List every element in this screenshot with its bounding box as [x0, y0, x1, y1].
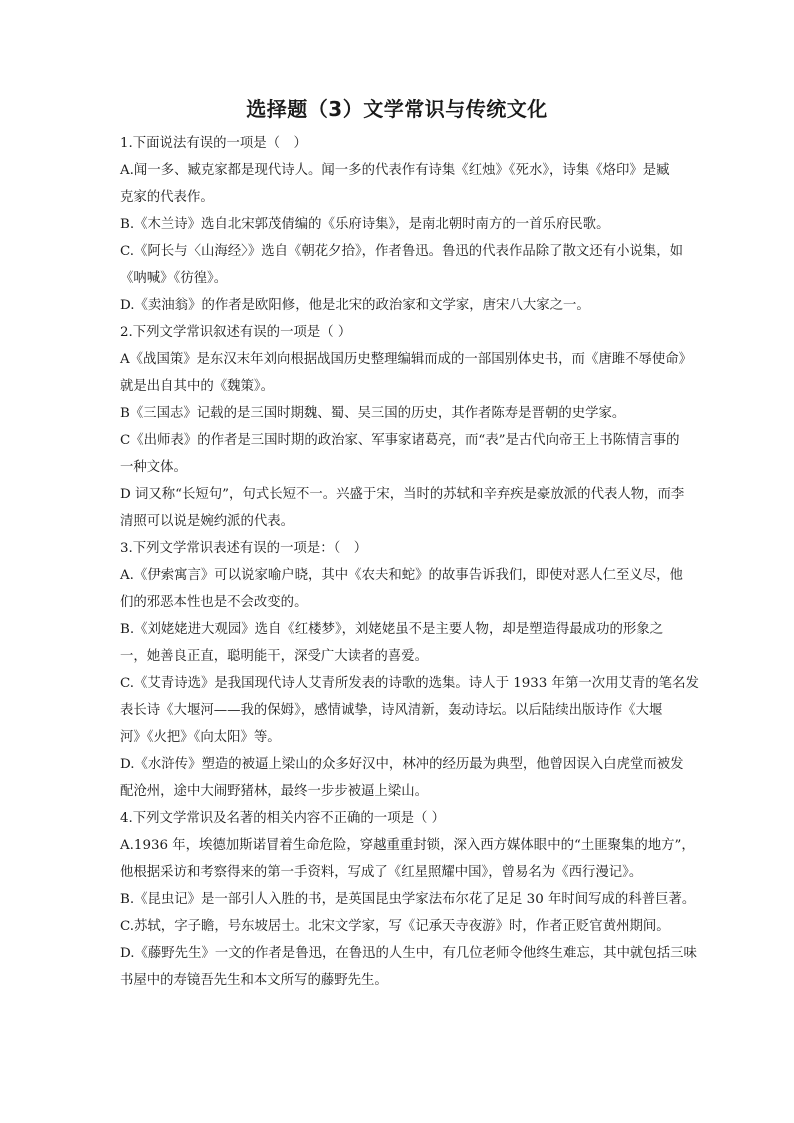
question-4-option-d: D.《藤野先生》一文的作者是鲁迅，在鲁迅的人生中，有几位老师令他终生难忘，其中就包括三味 [120, 946, 697, 961]
question-3-option-c-cont: 表长诗《大堰河——我的保姆》，感情诚挚，诗风清新，轰动诗坛。以后陆续出版诗作《大堰 [120, 703, 663, 718]
question-3-option-b: B.《刘姥姥进大观园》选自《红楼梦》，刘姥姥虽不是主要人物，却是塑造得最成功的形象之 [120, 622, 664, 637]
question-1-option-c: C.《阿长与〈山海经〉》选自《朝花夕拾》，作者鲁迅。鲁迅的代表作品除了散文还有小说集，如 [120, 244, 684, 259]
question-3-option-b-cont: 一，她善良正直，聪明能干，深受广大读者的喜爱。 [120, 649, 428, 664]
question-4-option-a-cont: 他根据采访和考察得来的第一手资料，写成了《红星照耀中国》，曾易名为《西行漫记》。 [120, 865, 643, 880]
question-4-option-a: A.1936 年，埃德加斯诺冒着生命危险，穿越重重封锁，深入西方媒体眼中的“土匪聚集的地方”， [120, 838, 695, 853]
question-2-option-a: A《战国策》是东汉末年刘向根据战国历史整理编辑而成的一部国别体史书，而《唐雎不辱使命》 [120, 352, 693, 367]
question-2-option-d-cont: 清照可以说是婉约派的代表。 [120, 514, 295, 529]
question-4-stem: 4.下列文学常识及名著的相关内容不正确的一项是（ ） [120, 811, 446, 826]
question-3-option-d: D.《水浒传》塑造的被逼上梁山的众多好汉中，林冲的经历最为典型，他曾因误入白虎堂而被发 [120, 757, 684, 772]
question-body [120, 130, 700, 994]
question-1-option-b: B.《木兰诗》选自北宋郭茂倩编的《乐府诗集》，是南北朝时南方的一首乐府民歌。 [120, 217, 610, 232]
question-2-stem: 2.下列文学常识叙述有误的一项是（ ） [120, 325, 352, 340]
question-3-option-c-cont-2: 河》《火把》《向太阳》等。 [120, 730, 281, 745]
question-4-option-b: B.《昆虫记》是一部引人入胜的书，是英国昆虫学家法布尔花了足足 30 年时间写成的科普巨著。 [120, 892, 696, 907]
question-3-stem: 3.下列文学常识表述有误的一项是：（ ） [120, 541, 368, 556]
question-1-option-c-cont: 《呐喊》《彷徨》。 [120, 271, 228, 286]
question-2-option-c: C《出师表》的作者是三国时期的政治家、军事家诸葛亮，而“表”是古代向帝王上书陈情言事的 [120, 433, 680, 448]
question-2-option-a-cont: 就是出自其中的《魏策》。 [120, 379, 274, 394]
question-1-option-a-cont: 克家的代表作。 [120, 190, 214, 205]
question-3-option-a-cont: 们的邪恶本性也是不会改变的。 [120, 595, 308, 610]
question-2-option-b: B《三国志》记载的是三国时期魏、蜀、吴三国的历史，其作者陈寿是晋朝的史学家。 [120, 406, 626, 421]
question-3-option-d-cont: 配沧州，途中大闹野猪林，最终一步步被逼上梁山。 [120, 784, 428, 799]
question-3-option-a: A.《伊索寓言》可以说家喻户晓，其中《农夫和蛇》的故事告诉我们，即使对恶人仁至义尽，他 [120, 568, 683, 583]
question-1-stem: 1.下面说法有误的一项是（ ） [120, 136, 307, 151]
page-title: 选择题（3）文学常识与传统文化 [246, 97, 548, 121]
question-3-option-c: C.《艾青诗选》是我国现代诗人艾青所发表的诗歌的选集。诗人于 1933 年第一次用艾青的笔名发 [120, 676, 699, 691]
question-2-option-c-cont: 一种文体。 [120, 460, 187, 475]
question-2-option-d: D 词又称“长短句”，句式长短不一。兴盛于宋，当时的苏轼和辛弃疾是豪放派的代表人物，而李 [120, 487, 685, 502]
question-1-option-a: A.闻一多、臧克家都是现代诗人。闻一多的代表作有诗集《红烛》《死水》，诗集《烙印》是臧 [120, 163, 670, 178]
question-1-option-d: D.《卖油翁》的作者是欧阳修，他是北宋的政治家和文学家，唐宋八大家之一。 [120, 298, 590, 313]
question-4-option-d-cont: 书屋中的寿镜吾先生和本文所写的藤野先生。 [120, 973, 388, 988]
question-4-option-c: C.苏轼，字子瞻，号东坡居士。北宋文学家，写《记承天寺夜游》时，作者正贬官黄州期间。 [120, 919, 670, 934]
